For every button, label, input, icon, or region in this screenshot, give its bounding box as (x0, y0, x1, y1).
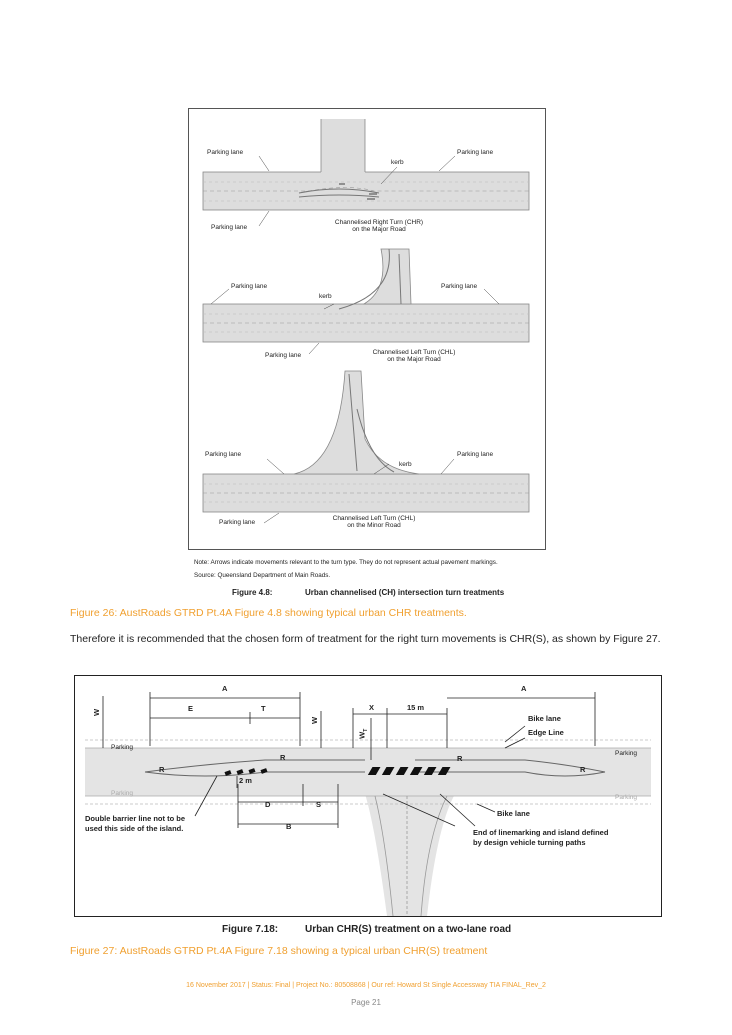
page-footer: 16 November 2017 | Status: Final | Project No.: 80508868 | Our ref: Howard St Single Accessway TIA FINAL_Rev_2 (186, 982, 546, 989)
figure-4-8-diagram (188, 108, 546, 550)
figure-4-8-note: Note: Arrows indicate movements relevant to the turn type. They do not represent actual pavement markings. (194, 559, 498, 566)
figure-7-18-number: Figure 7.18: (222, 924, 279, 935)
page-number: Page 21 (351, 998, 381, 1007)
edge-line: Edge Line (528, 728, 564, 737)
dim-wt-sub: T (362, 728, 369, 732)
d1-parking-left-bottom: Parking lane (211, 224, 248, 231)
double-barrier-line1: Double barrier line not to be (85, 814, 186, 823)
dim-s: S (316, 800, 322, 809)
figure-4-8-title: Urban channelised (CH) intersection turn treatments (305, 588, 505, 597)
figure-27-caption: Figure 27: AustRoads GTRD Pt.4A Figure 7.18 showing a typical urban CHR(S) treatment (70, 945, 488, 957)
diagram3-road (203, 371, 529, 512)
r-label-3: R (457, 754, 463, 763)
d2-caption-line1: Channelised Left Turn (CHL) (372, 349, 456, 356)
parking-left: Parking (111, 744, 134, 751)
d3-parking-left-bottom: Parking lane (219, 519, 256, 526)
dim-15m: 15 m (407, 703, 425, 712)
d1-caption (299, 219, 459, 233)
end-linemarking-line2: by design vehicle turning paths (473, 838, 586, 847)
d1-parking-right-top: Parking lane (457, 149, 494, 156)
dim-2m: 2 m (239, 776, 252, 785)
dim-t: T (261, 704, 266, 713)
double-barrier-note (85, 814, 185, 834)
dim-w-left: W (92, 708, 102, 717)
d1-kerb: kerb (391, 159, 404, 166)
d2-parking-bottom: Parking lane (265, 352, 302, 359)
figure-4-8-source: Source: Queensland Department of Main Roads. (194, 572, 331, 579)
dim-wt-main: W (357, 731, 367, 739)
double-barrier-line2: used this side of the island. (85, 824, 184, 833)
dim-e: E (188, 704, 194, 713)
dim-wt (357, 729, 369, 739)
dim-a-left: A (222, 684, 228, 693)
body-paragraph: Therefore it is recommended that the chosen form of treatment for the right turn movements is CHR(S), as shown by Figure 27. (70, 633, 661, 645)
figure-7-18-drawing (75, 676, 661, 916)
dim-b: B (286, 822, 292, 831)
d1-parking-left-top: Parking lane (207, 149, 244, 156)
parking-right: Parking (615, 750, 638, 757)
figure-26-caption: Figure 26: AustRoads GTRD Pt.4A Figure 4.8 showing typical urban CHR treatments. (70, 607, 467, 619)
r-label-1: R (159, 765, 165, 774)
d3-caption-line1: Channelised Left Turn (CHL) (332, 515, 416, 522)
figure-7-18-title: Urban CHR(S) treatment on a two-lane road (305, 924, 512, 935)
bike-lane-top: Bike lane (528, 714, 561, 723)
r-label-2: R (280, 753, 286, 762)
dim-x: X (369, 703, 375, 712)
diagram2-road (203, 249, 529, 342)
d3-caption-line2: on the Minor Road (347, 522, 401, 529)
bike-lane-bottom: Bike lane (497, 809, 530, 818)
d2-caption (339, 349, 489, 363)
d1-caption-line1: Channelised Right Turn (CHR) (334, 219, 424, 226)
d2-parking-left-top: Parking lane (231, 283, 268, 290)
d2-caption-line2: on the Major Road (387, 356, 441, 363)
end-linemarking-line1: End of linemarking and island defined (473, 828, 609, 837)
r-label-4: R (580, 765, 586, 774)
d3-parking-right-top: Parking lane (457, 451, 494, 458)
figure-7-18-diagram (74, 675, 662, 917)
dim-w-mid: W (310, 716, 320, 725)
dim-d: D (265, 800, 271, 809)
d2-kerb: kerb (319, 293, 332, 300)
end-linemarking-note (473, 828, 608, 848)
parking-right-lower: Parking (615, 794, 638, 801)
d3-kerb: kerb (399, 461, 412, 468)
figure-4-8-number: Figure 4.8: (232, 588, 273, 597)
d2-parking-right-top: Parking lane (441, 283, 478, 290)
figure-4-8-drawing (189, 109, 545, 549)
d3-parking-left-top: Parking lane (205, 451, 242, 458)
dim-a-right: A (521, 684, 527, 693)
d1-caption-line2: on the Major Road (352, 226, 406, 233)
d3-caption (299, 515, 449, 529)
diagram1-road (203, 119, 529, 210)
parking-left-lower: Parking (111, 790, 134, 797)
